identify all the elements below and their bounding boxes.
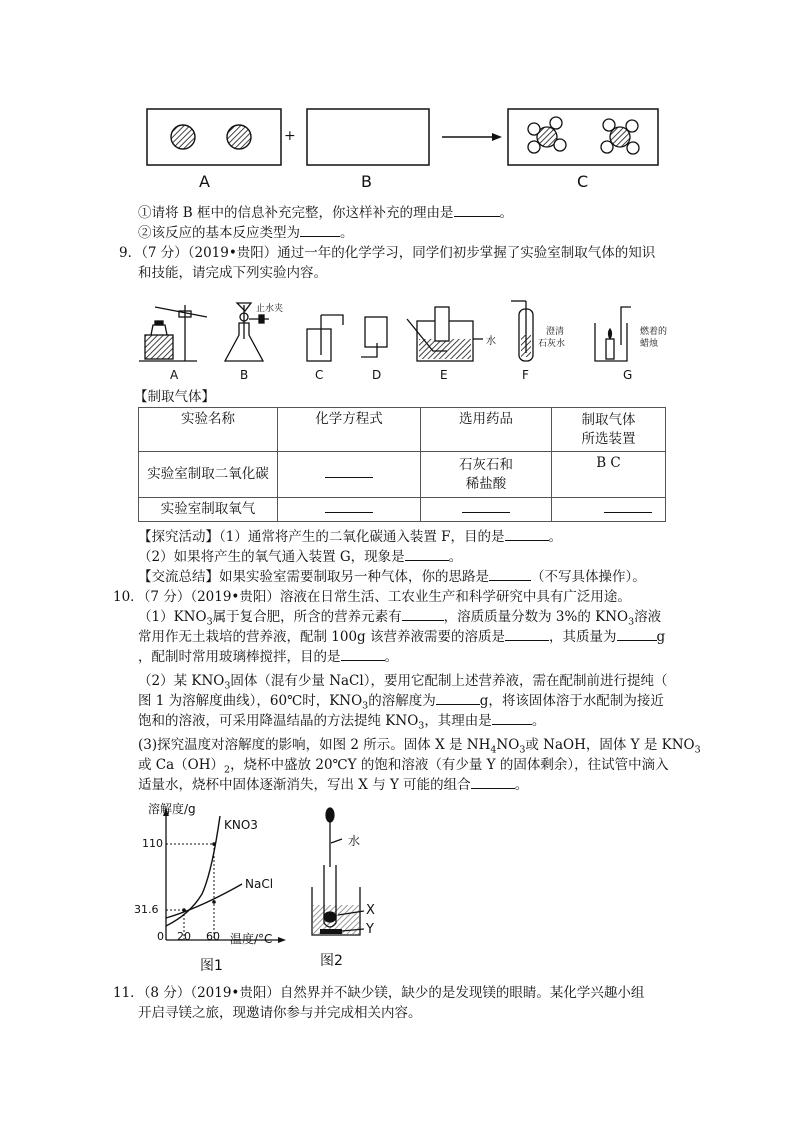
- answer-blank[interactable]: [454, 204, 500, 217]
- q10-p3-l2: 或 $Ca(OH)_2$，烧杯中盛放 20℃Y 的饱和溶液（有少量 Y 的固体剩余），往试管中滴入: [138, 757, 669, 776]
- answer-blank[interactable]: [489, 568, 531, 581]
- fig1-ytick-31-6: 31.6: [134, 903, 159, 916]
- reaction-diagram: [130, 100, 670, 195]
- summary: 【交流总结】如果实验室需要制取另一种气体，你的思路是 （不写具体操作）。: [138, 569, 646, 585]
- table-row: 实验室制取氧气: [139, 498, 666, 522]
- answer-blank[interactable]: [617, 628, 657, 641]
- solid-y: [320, 929, 342, 934]
- annot-water: 水: [486, 336, 496, 347]
- dropper-bulb: [326, 808, 334, 822]
- q9-line1: 9．（7 分）（2019•贵阳）通过一年的化学学习，同学们初步掌握了实验室制取气体的知识: [119, 245, 656, 261]
- app-label-e: E: [440, 368, 448, 382]
- point-nacl-60: [212, 900, 216, 904]
- q10-p1-l1: $(1)KNO_3$属于复合肥，所含的营养元素有 ，溶质质量分数为 3%的 $KNO_3$溶液: [138, 609, 662, 628]
- q10-p2-l1: （2）某 $KNO_3$固体（混有少量 NaCl），要用它配制上述营养液，需在配制前进行提纯（: [138, 673, 668, 692]
- answer-blank[interactable]: [462, 500, 510, 513]
- label-b: B: [361, 172, 372, 191]
- answer-blank[interactable]: [325, 500, 373, 513]
- answer-blank[interactable]: [436, 692, 480, 705]
- fig1-xtick-20: 20: [177, 930, 191, 943]
- fig2-water: 水: [348, 834, 361, 848]
- explore-2: （2）如果将产生的氧气通入装置 G，现象是 。: [138, 549, 463, 565]
- section-title-gas: 【制取气体】: [134, 389, 215, 405]
- answer-blank[interactable]: [471, 776, 515, 789]
- point-intersect: [182, 908, 186, 912]
- fig1-series-nacl: NaCl: [245, 877, 274, 891]
- solid-x: [324, 912, 336, 922]
- q11-line1: 11．（8 分）（2019•贵阳）自然界并不缺少镁，缺少的是发现镁的眼睛。某化学兴趣小组: [113, 985, 645, 1001]
- answer-blank[interactable]: [402, 608, 444, 621]
- explore-1: 【探究活动】（1）通常将产生的二氧化碳通入装置 F，目的是 。: [138, 529, 562, 545]
- answer-blank[interactable]: [505, 628, 549, 641]
- fig1-xtick-0: 0: [157, 930, 164, 943]
- experiment-table: [138, 407, 666, 522]
- q10-line1: 10．（7 分）（2019•贵阳）溶液在日常生活、工农业生产和科学研究中具有广泛用途。: [113, 589, 631, 605]
- fig2-y: Y: [366, 922, 374, 937]
- point-kno3-60: [212, 842, 216, 846]
- q10-p2-l3: 饱和的溶液，可采用降温结晶的方法提纯 $KNO_3$，其理由是 。: [138, 713, 546, 732]
- app-label-d: D: [372, 368, 382, 382]
- box-c: [508, 109, 658, 165]
- fig1-ylabel: 溶解度/g: [148, 802, 196, 816]
- table-row: 实验室制取二氧化碳 石灰石和 稀盐酸 B C: [139, 452, 666, 498]
- fig1-series-kno3: KNO3: [224, 818, 258, 832]
- annot-candle-2: 蜡烛: [640, 339, 659, 349]
- q10-p1-l3: ，配制时常用玻璃棒搅拌，目的是 。: [138, 649, 398, 665]
- q8-line2: ②该反应的基本反应类型为 。: [138, 225, 354, 241]
- fig1-caption: 图1: [200, 958, 223, 974]
- solubility-chart: [130, 800, 300, 970]
- answer-blank[interactable]: [325, 465, 373, 478]
- box-a: [147, 109, 281, 165]
- app-label-c: C: [315, 368, 324, 382]
- box-b: [307, 109, 429, 165]
- apparatus-figure: [135, 295, 695, 385]
- table-header-row: 实验名称 化学方程式 选用药品 制取气体 所选装置: [139, 408, 666, 452]
- fig1-xlabel: 温度/°C: [230, 932, 273, 946]
- fig2-caption: 图2: [320, 953, 343, 969]
- answer-blank[interactable]: [505, 528, 549, 541]
- label-a: A: [199, 172, 210, 191]
- answer-blank[interactable]: [300, 224, 340, 237]
- app-label-a: A: [170, 368, 179, 382]
- app-label-f: F: [522, 368, 529, 382]
- q10-p2-l2: 图 1 为溶解度曲线），60℃时，$KNO_3$的溶解度为 g，将该固体溶于水配制为接近: [138, 693, 664, 712]
- annot-limewater-1: 澄清: [546, 327, 565, 337]
- answer-blank[interactable]: [405, 548, 449, 561]
- fig2-x: X: [366, 903, 375, 918]
- app-label-b: B: [240, 368, 249, 382]
- label-c: C: [577, 172, 589, 191]
- q11-line2: 开启寻镁之旅，现邀请你参与并完成相关内容。: [138, 1005, 422, 1021]
- annot-stop-clamp: 止水夹: [256, 304, 284, 314]
- fig1-ytick-110: 110: [142, 837, 163, 850]
- q9-line2: 和技能，请完成下列实验内容。: [138, 265, 327, 281]
- app-label-g: G: [623, 368, 633, 382]
- annot-limewater-2: 石灰水: [538, 339, 566, 349]
- q10-p1-l2: 常用作无土栽培的营养液，配制 100g 该营养液需要的溶质是 ，其质量为 g: [138, 629, 666, 645]
- q10-p3-l1: (3)探究温度对溶解度的影响，如图 2 所示。固体 X 是 $NH_4NO_3$或 NaOH，固体 Y 是 $KNO_3$: [138, 737, 701, 756]
- answer-blank[interactable]: [341, 648, 385, 661]
- answer-blank[interactable]: [604, 500, 652, 513]
- plus-sign: +: [284, 128, 296, 144]
- fig1-xtick-60: 60: [206, 930, 220, 943]
- q8-line1: ①请将 B 框中的信息补充完整，你这样补充的理由是 。: [138, 205, 514, 221]
- water-leader: [331, 839, 342, 843]
- q10-p3-l3: 适量水，烧杯中固体逐渐消失，写出 X 与 Y 可能的组合 。: [138, 777, 529, 793]
- answer-blank[interactable]: [492, 712, 532, 725]
- annot-candle-1: 燃着的: [640, 327, 668, 337]
